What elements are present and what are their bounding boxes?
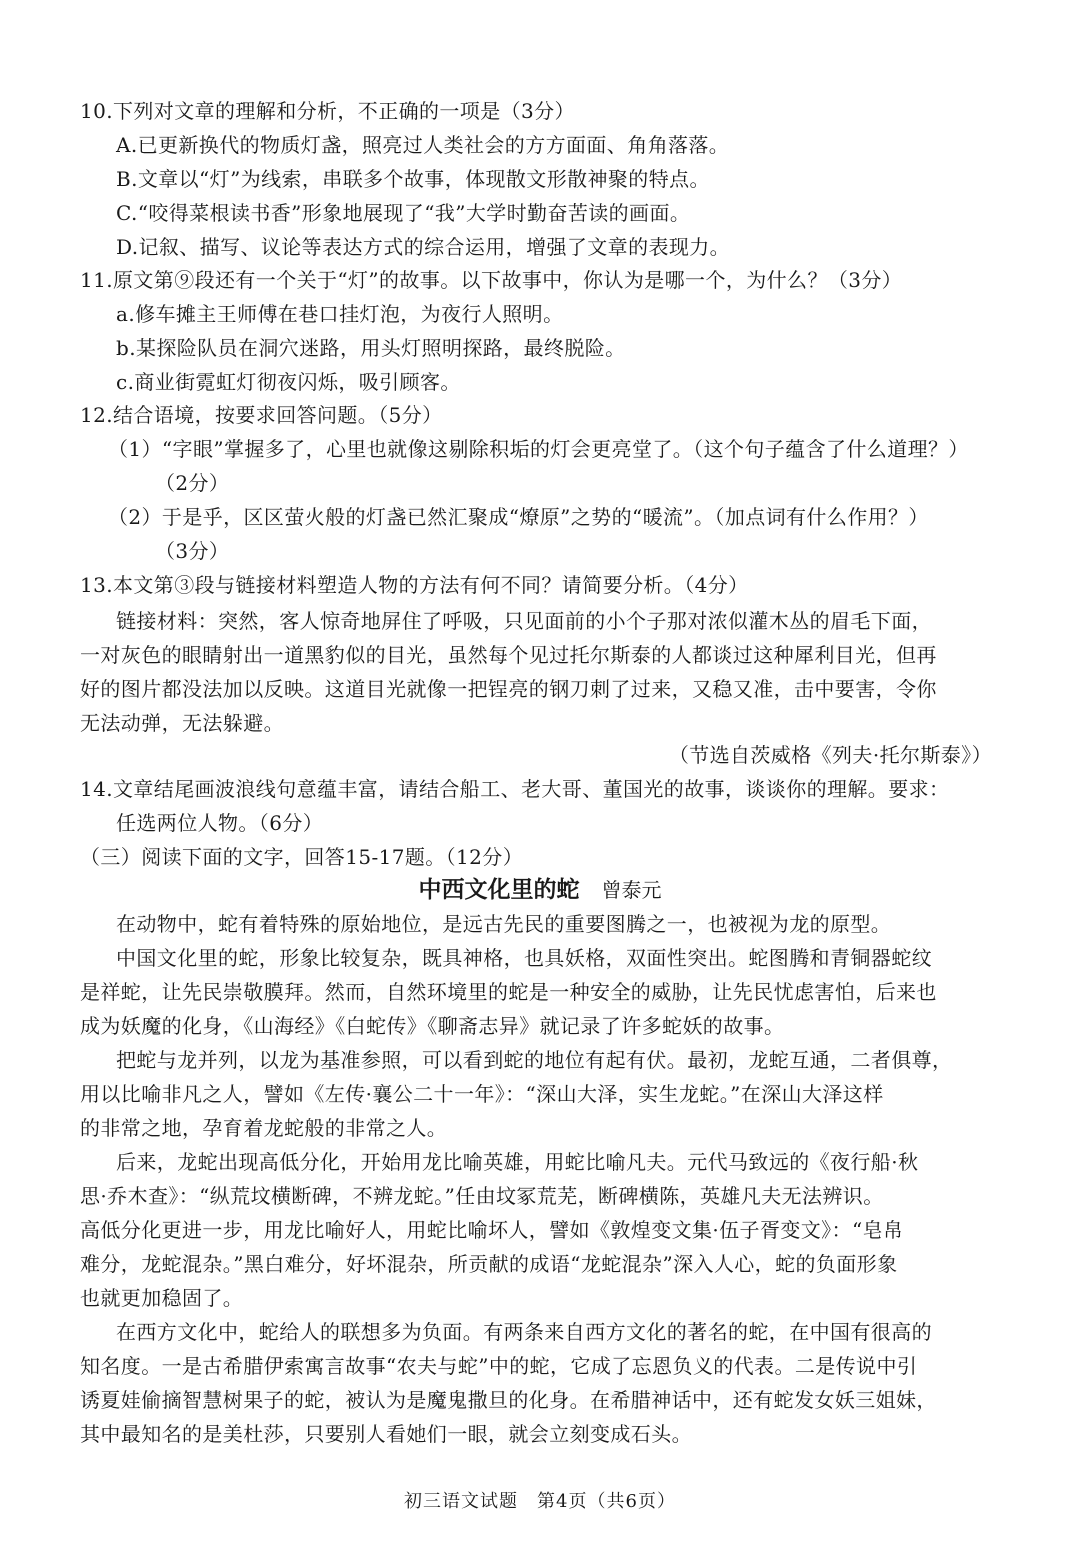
article-author: 曾泰元 bbox=[601, 878, 662, 902]
q11-option-c: c.商业街霓虹灯彻夜闪烁，吸引顾客。 bbox=[116, 370, 461, 394]
article-line: 诱夏娃偷摘智慧树果子的蛇，被认为是魔鬼撒旦的化身。在希腊神话中，还有蛇发女妖三姐妹， bbox=[80, 1388, 937, 1412]
q12-sub2-score: （3分） bbox=[155, 539, 230, 563]
article-line: 是祥蛇，让先民崇敬膜拜。然而，自然环境里的蛇是一种安全的威胁，让先民忧虑害怕，后来也 bbox=[80, 980, 937, 1004]
article-line: 的非常之地，孕育着龙蛇般的非常之人。 bbox=[80, 1116, 448, 1140]
article-line: 高低分化更进一步，用龙比喻好人，用蛇比喻坏人，譬如《敦煌变文集·伍子胥变文》：“皂帛 bbox=[80, 1218, 904, 1242]
article-line: 在西方文化中，蛇给人的联想多为负面。有两条来自西方文化的著名的蛇，在中国有很高的 bbox=[116, 1320, 932, 1344]
q11-option-a: a.修车摊主王师傅在巷口挂灯泡，为夜行人照明。 bbox=[116, 302, 564, 326]
q13-material-line: 好的图片都没法加以反映。这道目光就像一把锃亮的钢刀刺了过来，又稳又准，击中要害，令你 bbox=[80, 677, 937, 701]
q12-stem: 12.结合语境，按要求回答问题。（5分） bbox=[80, 403, 443, 427]
q13-material-line: 无法动弹，无法躲避。 bbox=[80, 711, 284, 735]
q10-option-c: C.“咬得菜根读书香”形象地展现了“我”大学时勤奋苦读的画面。 bbox=[116, 201, 691, 225]
article-line: 也就更加稳固了。 bbox=[80, 1286, 244, 1310]
article-title: 中西文化里的蛇 bbox=[418, 877, 580, 903]
q12-sub1: （1）“字眼”掌握多了，心里也就像这剔除积垢的灯会更亮堂了。（这个句子蕴含了什么道理？） bbox=[108, 437, 969, 461]
article-line: 成为妖魔的化身，《山海经》《白蛇传》《聊斋志异》就记录了许多蛇妖的故事。 bbox=[80, 1014, 785, 1038]
q13-material-line: 链接材料：突然，客人惊奇地屏住了呼吸，只见面前的小个子那对浓似灌木丛的眉毛下面， bbox=[116, 609, 932, 633]
article-line: 把蛇与龙并列，以龙为基准参照，可以看到蛇的地位有起有伏。最初，龙蛇互通，二者俱尊， bbox=[116, 1048, 953, 1072]
article-line: 其中最知名的是美杜莎，只要别人看她们一眼，就会立刻变成石头。 bbox=[80, 1422, 692, 1446]
q10-stem: 10.下列对文章的理解和分析，不正确的一项是（3分） bbox=[80, 99, 575, 123]
article-line: 用以比喻非凡之人，譬如《左传·襄公二十一年》：“深山大泽，实生龙蛇。”在深山大泽这样 bbox=[80, 1082, 884, 1106]
q14-stem-cont: 任选两位人物。（6分） bbox=[116, 811, 324, 835]
article-line: 在动物中，蛇有着特殊的原始地位，是远古先民的重要图腾之一，也被视为龙的原型。 bbox=[116, 912, 892, 936]
q13-material-line: 一对灰色的眼睛射出一道黑豹似的目光，虽然每个见过托尔斯泰的人都谈过这种犀利目光，但再 bbox=[80, 643, 937, 667]
page-footer: 初三语文试题 第4页（共6页） bbox=[404, 1491, 676, 1512]
q13-stem: 13.本文第③段与链接材料塑造人物的方法有何不同？请简要分析。（4分） bbox=[80, 573, 749, 597]
q14-stem: 14.文章结尾画波浪线句意蕴丰富，请结合船工、老大哥、董国光的故事，谈谈你的理解。要求： bbox=[80, 777, 950, 801]
q11-option-b: b.某探险队员在洞穴迷路，用头灯照明探路，最终脱险。 bbox=[116, 336, 626, 360]
q13-source: （节选自茨威格《列夫·托尔斯泰》） bbox=[668, 743, 992, 767]
q11-stem: 11.原文第⑨段还有一个关于“灯”的故事。以下故事中，你认为是哪一个，为什么？（3分） bbox=[80, 268, 903, 292]
article-line: 知名度。一是古希腊伊索寓言故事“农夫与蛇”中的蛇，它成了忘恩负义的代表。二是传说中引 bbox=[80, 1354, 918, 1378]
article-title-row bbox=[0, 872, 1080, 908]
q12-sub2: （2）于是乎，区区萤火般的灯盏已然汇聚成“燎原”之势的“暖流”。（加点词有什么作用？） bbox=[108, 505, 929, 529]
article-line: 难分，龙蛇混杂。”黑白难分，好坏混杂，所贡献的成语“龙蛇混杂”深入人心，蛇的负面形象 bbox=[80, 1252, 898, 1276]
section3-heading: （三）阅读下面的文字，回答15-17题。（12分） bbox=[80, 845, 524, 869]
article-line: 后来，龙蛇出现高低分化，开始用龙比喻英雄，用蛇比喻凡夫。元代马致远的《夜行船·秋 bbox=[116, 1150, 919, 1174]
article-line: 思·乔木查》：“纵荒坟横断碑，不辨龙蛇。”任由坟冢荒芜，断碑横陈，英雄凡夫无法辨识。 bbox=[80, 1184, 884, 1208]
q10-option-a: A.已更新换代的物质灯盏，照亮过人类社会的方方面面、角角落落。 bbox=[116, 133, 730, 157]
q10-option-d: D.记叙、描写、议论等表达方式的综合运用，增强了文章的表现力。 bbox=[116, 235, 731, 259]
q12-sub1-score: （2分） bbox=[155, 471, 230, 495]
q10-option-b: B.文章以“灯”为线索，串联多个故事，体现散文形散神聚的特点。 bbox=[116, 167, 710, 191]
article-line: 中国文化里的蛇，形象比较复杂，既具神格，也具妖格，双面性突出。蛇图腾和青铜器蛇纹 bbox=[116, 946, 932, 970]
